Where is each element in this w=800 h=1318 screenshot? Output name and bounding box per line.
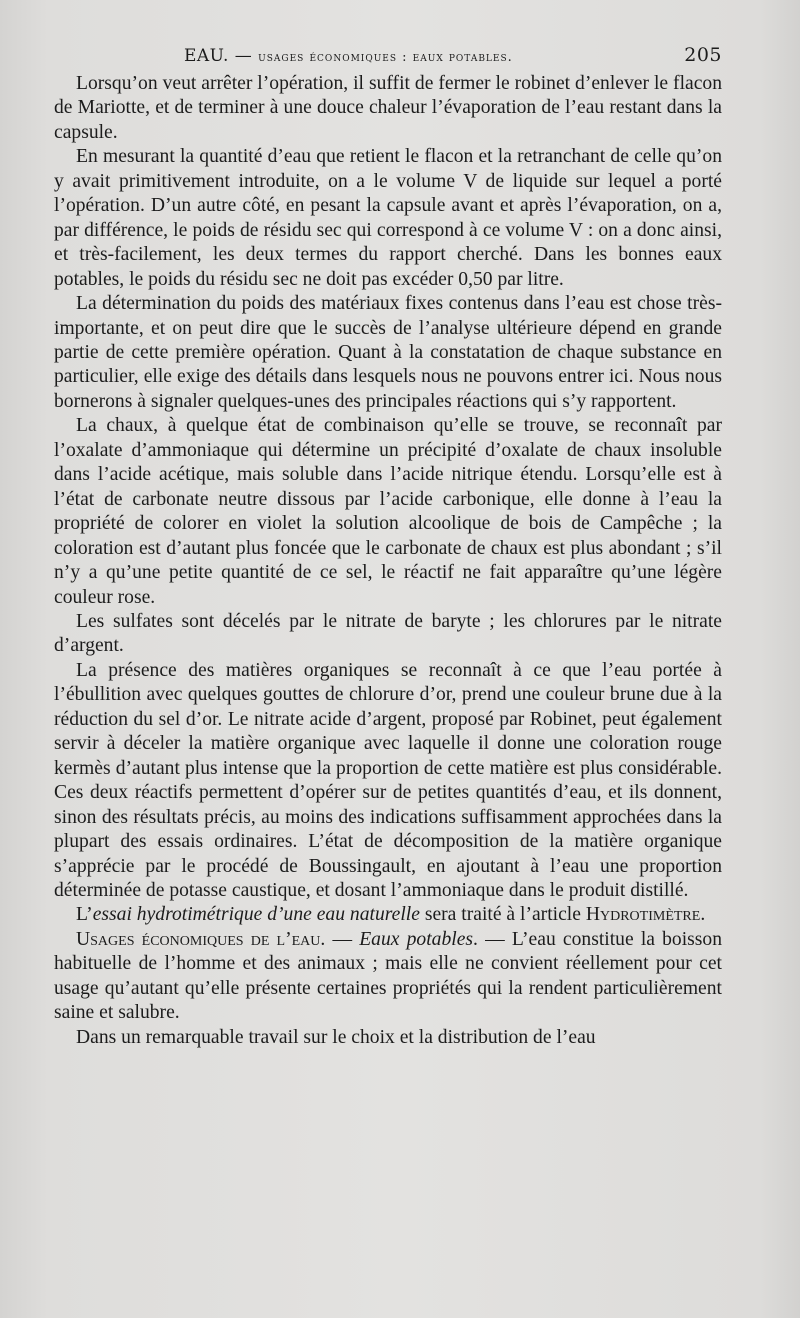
paragraph-9: Dans un remarquable travail sur le choix et la distribution de l’eau (76, 1026, 596, 1048)
p7-italic: essai hydrotimétrique d’une eau naturelle (92, 904, 420, 926)
paragraph-6: La présence des matières organiques se reconnaît à ce que l’eau portée à l’ébullition avec quelques gouttes de chlorure d’or, prend une couleur brune due à la réduction du sel d’or. Le nitrate acide d’argent, proposé par Robinet, peut également servir à déceler la matière organique avec laquelle il donne une coloration rouge kermès d’autant plus intense que la proportion de cette matière est plus considérable. Ces deux réactifs permettent d’opérer sur de petites quantités d’eau, et ils donnent, sinon des résultats précis, au moins des indications suffisamment approchées dans la plupart des essais ordinaires. L’état de décomposition de la matière organique s’apprécie par le procédé de Boussingault, en ajoutant à l’eau une proportion déterminée de potasse caustique, et dosant l’ammoniaque dans le produit distillé. (54, 659, 722, 901)
subsection-heading: Eaux potables (359, 928, 474, 950)
p8-text: . — L’eau constitue la boisson habituelle de l’homme et des animaux ; mais elle ne convient réellement pour cet usage qu’autant qu’elle présente certaines propriétés qui la rendent particulièrement saine et salubre. (54, 928, 722, 1024)
p7-crossref: Hydrotimètre (585, 904, 701, 926)
p7-mid: sera traité à l’article (419, 904, 586, 926)
running-header (54, 44, 722, 72)
paragraph-2: En mesurant la quantité d’eau que retient le flacon et la retranchant de celle qu’on y avait primitivement introduite, on a le volume V de liquide sur lequel a porté l’opération. D’un autre côté, en pesant la capsule avant et après l’évaporation, on a, par différence, le poids de résidu sec qui correspond à ce volume V : on a donc ainsi, et très-facilement, les deux termes du rapport cherché. Dans les bonnes eaux potables, le poids du résidu sec ne doit pas excéder 0,50 par litre. (54, 146, 722, 290)
page-number: 205 (684, 44, 722, 66)
p7-lead: L’ (76, 904, 93, 926)
p8-dash: . — (320, 928, 360, 950)
section-heading: Usages économiques de l’eau (76, 928, 321, 950)
p7-end: . (700, 904, 706, 926)
running-title (184, 46, 513, 66)
paragraph-3: La détermination du poids des matériaux fixes contenus dans l’eau est chose très-importante, et on peut dire que le succès de l’analyse ultérieure dépend en grande partie de cette première opération. Quant à la constatation de chaque substance en particulier, elle exige des détails dans lesquels nous ne pouvons entrer ici. Nous nous bornerons à signaler quelques-unes des principales réactions qui s’y rapportent. (54, 293, 722, 412)
paragraph-5: Les sulfates sont décelés par le nitrate de baryte ; les chlorures par le nitrate d’argent. (54, 610, 722, 657)
body-text (54, 72, 722, 1050)
paragraph-8 (54, 928, 722, 1026)
paragraph-7 (54, 903, 722, 927)
paragraph-4: La chaux, à quelque état de combinaison qu’elle se trouve, se reconnaît par l’oxalate d’ammoniaque qui détermine un précipité d’oxalate de chaux insoluble dans l’acide acétique, mais soluble dans l’acide nitrique étendu. Lorsqu’elle est à l’état de carbonate neutre dissous par l’acide carbonique, elle donne à l’eau la propriété de colorer en violet la solution alcoolique de bois de Campêche ; la coloration est d’autant plus foncée que le carbonate de chaux est plus abondant ; s’il n’y a qu’une petite quantité de ce sel, le réactif ne fait apparaître qu’une légère couleur rose. (54, 415, 722, 608)
running-title-prefix: EAU. — (184, 46, 253, 66)
running-title-subject: usages économiques : eaux potables. (258, 50, 513, 65)
paragraph-1: Lorsqu’on veut arrêter l’opération, il suffit de fermer le robinet d’enlever le flacon de Mariotte, et de terminer à une douce chaleur l’évaporation de l’eau restant dans la capsule. (54, 73, 722, 143)
